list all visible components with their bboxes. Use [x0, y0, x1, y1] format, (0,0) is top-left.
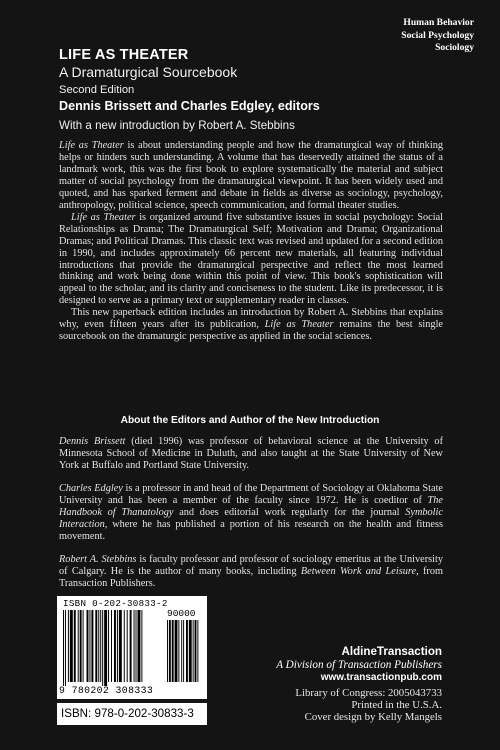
barcode-bar	[80, 610, 82, 682]
barcode-bar	[91, 610, 93, 682]
barcode-addon-digits: 90000	[167, 608, 196, 619]
barcode-bar	[102, 610, 103, 686]
author-name: Dennis Brissett	[59, 436, 126, 447]
barcode-bar	[114, 610, 116, 682]
barcode-bar	[98, 610, 99, 682]
barcode-bar	[141, 610, 142, 682]
book-title: LIFE AS THEATER	[59, 47, 189, 63]
barcode-bar	[87, 610, 89, 682]
barcode-bar	[119, 610, 122, 682]
barcode-bar	[134, 610, 135, 682]
edition-label: Second Edition	[59, 84, 135, 96]
barcode-bar	[100, 610, 101, 682]
library-of-congress: Library of Congress: 2005043733	[295, 687, 442, 699]
barcode-bar	[78, 610, 79, 682]
barcode-bar	[74, 610, 76, 682]
barcode-bar	[175, 620, 178, 682]
barcode-bar	[127, 610, 128, 682]
editors-line: Dennis Brissett and Charles Edgley, editors	[59, 99, 320, 113]
barcode-bar	[117, 610, 118, 682]
barcode-bar	[65, 610, 66, 686]
subject-categories	[401, 17, 474, 55]
barcode-bar	[195, 620, 197, 682]
publisher-url: www.transactionpub.com	[320, 672, 442, 683]
ean-left-digits: 780202	[71, 685, 110, 696]
barcode-ean-digits	[59, 685, 153, 696]
barcode-bar	[111, 610, 112, 682]
category-label: Sociology	[435, 42, 474, 54]
barcode-bar	[104, 610, 107, 686]
bio-text: (died 1996) was professor of behavioral science at the University of Minnesota School of Medicine in Duluth, and also taught at the State University of New York at Buffalo and Portland State University.	[59, 436, 444, 471]
barcode-bar	[124, 610, 125, 682]
barcode-bar	[68, 610, 69, 682]
barcode-addon-bars	[167, 620, 203, 686]
bio-text: , where he has published a portion of his research on the health and fitness movement.	[59, 518, 443, 542]
author-name: Robert A. Stebbins	[59, 553, 137, 565]
book-title-italic: Between Work and Leisure	[300, 565, 417, 577]
book-title-italic: The Handbook of Thanatology	[59, 494, 443, 518]
category-label: Human Behavior	[403, 17, 474, 28]
barcode-bar	[63, 610, 64, 686]
paragraph-text: remains the best single sourcebook on the dramaturgic perspective as applied in the social sciences.	[59, 319, 443, 343]
bio-text: is faculty professor and professor of sociology emeritus at the University of Calgary. He is the author of many books, including	[59, 553, 444, 577]
paragraph-text: is about understanding people and how the dramaturgical way of thinking helps or hinders such understanding. A volume that has deservedly attained the status of a landmark work, this was the first book to explore systematically the material and subject matter of social psychology from the dramaturgical viewpoint. It has been widely used and quoted, and has sparked ferment and debate in fields as diverse as sociology, psychology, anthropology, political science, speech communication, and formal theater studies.	[59, 140, 443, 211]
barcode-bar	[108, 610, 109, 682]
about-heading: About the Editors and Author of the New Introduction	[120, 415, 380, 426]
printed-in: Printed in the U.S.A.	[351, 699, 442, 711]
barcode-bar	[89, 610, 90, 682]
barcode-bar	[193, 620, 194, 682]
bio-stebbins	[59, 554, 443, 590]
publisher-block	[276, 645, 442, 683]
barcode-bar	[186, 620, 188, 682]
barcode-bar	[70, 610, 73, 682]
author-name: Charles Edgley	[59, 482, 123, 494]
barcode-bars	[63, 610, 163, 686]
book-title-italic: Life as Theater	[59, 140, 124, 151]
barcode-bar	[137, 610, 140, 682]
paragraph-text: is organized around five substantive issues in social psychology: Social Relationships as Drama; The Dramaturgical Self; Motivation and Drama; Organizational Dramas; and Political Dramas. This classic text was revised and updated for a second edition in 1990, and includes approximately 66 percent new materials, all featuring individual introductions that provide the dramaturgical perspective and reflect the most learned thinking and work being done within this point of view. This book's sophistication will appeal to the scholar, and its clarity and conciseness to the student. Like its predecessor, it is designed to serve as a primary text or supplementary reader in classes.	[59, 211, 444, 307]
isbn13-label: ISBN: 978-0-202-30833-3	[57, 703, 207, 725]
book-title-italic: Life as Theater	[71, 211, 136, 223]
barcode-bar	[83, 610, 84, 682]
introduction-credit: With a new introduction by Robert A. Stebbins	[59, 119, 295, 132]
barcode-bar	[136, 610, 137, 682]
bio-brissett	[59, 436, 443, 472]
barcode-bar	[130, 610, 132, 682]
ean-right-digits: 308333	[115, 685, 154, 696]
barcode-bar	[178, 620, 179, 682]
barcode-bar	[172, 620, 174, 682]
description-text	[59, 140, 443, 343]
bio-text: is a professor in and head of the Department of Sociology at Oklahoma State University and has been a member of the faculty since 1972. He is coeditor of	[59, 482, 443, 506]
publisher-division: A Division of Transaction Publishers	[276, 659, 442, 671]
ean-first-digit: 9	[59, 685, 66, 696]
credits-block	[295, 687, 442, 723]
barcode-bar	[189, 620, 192, 682]
paragraph-text: This new paperback edition includes an introduction by Robert A. Stebbins that explains why, even fifteen years after its publication,	[59, 307, 443, 331]
bio-edgley	[59, 483, 443, 543]
author-bios	[59, 436, 443, 600]
barcode	[57, 596, 207, 699]
cover-design-credit: Cover design by Kelly Mangels	[304, 711, 442, 723]
isbn10-label: ISBN 0-202-30833-2	[63, 598, 168, 609]
barcode-bar	[197, 620, 198, 682]
journal-title-italic: Symbolic Interaction	[59, 506, 443, 530]
barcode-bar	[169, 620, 171, 682]
description-paragraph	[59, 307, 443, 343]
book-subtitle: A Dramaturgical Sourcebook	[59, 64, 238, 80]
category-label: Social Psychology	[401, 29, 474, 41]
publisher-name: AldineTransaction	[341, 645, 442, 658]
description-paragraph	[59, 212, 443, 308]
barcode-bar	[181, 620, 182, 682]
book-title-italic: Life as Theater	[264, 319, 334, 331]
barcode-bar	[95, 610, 97, 682]
bio-text: and does editorial work regularly for the journal	[173, 506, 406, 518]
barcode-bar	[183, 620, 184, 682]
bio-text: , from Transaction Publishers.	[59, 565, 443, 589]
description-paragraph	[59, 140, 443, 212]
barcode-bar	[167, 620, 168, 682]
